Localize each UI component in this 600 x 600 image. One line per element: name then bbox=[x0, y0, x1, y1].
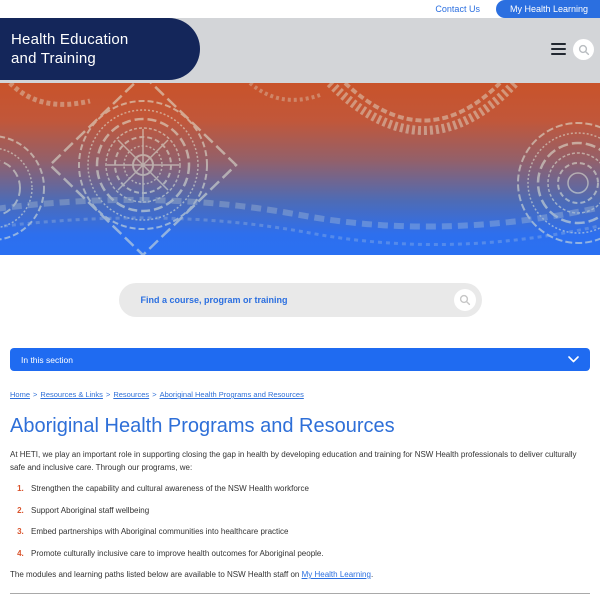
footer-note bbox=[10, 570, 590, 579]
my-health-learning-link[interactable]: My Health Learning bbox=[301, 570, 371, 579]
breadcrumb-separator: > bbox=[33, 390, 38, 399]
search-icon bbox=[578, 44, 590, 56]
footer-note-period: . bbox=[370, 570, 374, 579]
list-item: 4. Promote culturally inclusive care to improve health outcomes for Aboriginal people. bbox=[26, 549, 590, 558]
hero-banner-artwork bbox=[0, 83, 600, 255]
course-search-placeholder: Find a course, program or training bbox=[140, 295, 288, 305]
my-health-learning-button[interactable]: My Health Learning bbox=[496, 0, 600, 18]
contact-us-link[interactable]: Contact Us bbox=[435, 4, 480, 14]
footer-note-text: The modules and learning paths listed below are available to NSW Health staff on bbox=[10, 570, 302, 579]
hamburger-icon bbox=[551, 48, 566, 50]
main-content bbox=[0, 255, 600, 594]
hamburger-icon bbox=[551, 43, 566, 45]
breadcrumb-link[interactable]: Resources & Links bbox=[40, 390, 103, 399]
mandala-left bbox=[79, 101, 207, 229]
site-header bbox=[0, 18, 600, 83]
header-search-button[interactable] bbox=[573, 39, 594, 60]
search-icon bbox=[459, 294, 471, 306]
breadcrumb-separator: > bbox=[152, 390, 157, 399]
course-search-input[interactable] bbox=[119, 283, 482, 317]
aboriginal-art-pattern bbox=[0, 83, 600, 255]
top-utility-bar bbox=[0, 0, 600, 18]
breadcrumb-separator: > bbox=[105, 390, 111, 399]
heti-logo[interactable] bbox=[0, 18, 200, 80]
content-divider bbox=[10, 593, 590, 594]
page-title: Aboriginal Health Programs and Resources bbox=[10, 415, 395, 437]
in-this-section-label: In this section bbox=[21, 354, 73, 365]
course-search-submit-button[interactable] bbox=[454, 289, 476, 311]
in-this-section-dropdown[interactable] bbox=[10, 348, 590, 371]
mandala-right bbox=[518, 123, 600, 243]
logo-line-1: Health Education bbox=[11, 31, 129, 48]
logo-line-2: and Training bbox=[11, 50, 96, 67]
breadcrumb-link[interactable]: Resources bbox=[113, 390, 150, 399]
breadcrumb bbox=[10, 390, 590, 400]
list-item: 3. Embed partnerships with Aboriginal communities into healthcare practice bbox=[26, 527, 590, 536]
list-item: 2. Support Aboriginal staff wellbeing bbox=[26, 506, 590, 515]
chevron-down-icon bbox=[568, 356, 579, 363]
hamburger-menu-button[interactable] bbox=[551, 43, 566, 55]
intro-paragraph: At HETI, we play an important role in supporting closing the gap in health by developing education and training for NSW Health professionals to deliver culturally safe and inclusive care. Through our programs, we: bbox=[10, 450, 577, 472]
breadcrumb-link[interactable]: Home bbox=[10, 390, 31, 399]
list-item: 1. Strengthen the capability and cultural awareness of the NSW Health workforce bbox=[26, 484, 590, 493]
breadcrumb-link[interactable]: Aboriginal Health Programs and Resources bbox=[159, 390, 304, 399]
hamburger-icon bbox=[551, 53, 566, 55]
program-goals-list bbox=[10, 484, 590, 558]
